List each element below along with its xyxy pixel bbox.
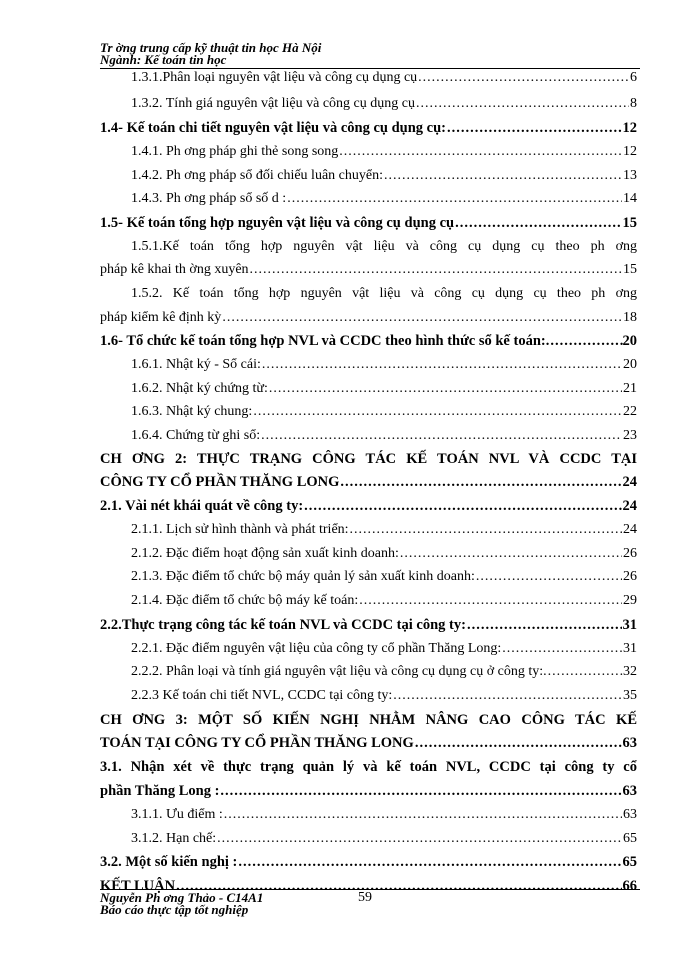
chapter-heading-line1: CH ƠNG 2: THỰC TRẠNG CÔNG TÁC KẾ TOÁN NVL VÀ CCDC TẠI bbox=[100, 451, 637, 467]
toc-entry: 2.2.2. Phân loại và tính giá nguyên vật liệu và công cụ dụng cụ ở công ty: ..... 32 bbox=[100, 664, 637, 686]
chapter-heading-line2: CÔNG TY CỔ PHẦN THĂNG LONG ..... 24 bbox=[100, 474, 637, 496]
chapter-heading-line1: CH ƠNG 3: MỘT SỐ KIẾN NGHỊ NHẰM NÂNG CAO CÔNG TÁC KẾ bbox=[100, 712, 637, 728]
department-name: Ngành: Kế toán tin học bbox=[100, 52, 227, 67]
toc-entry: 1.3.2. Tính giá nguyên vật liệu và công cụ dụng cụ ..... 8 bbox=[100, 96, 637, 118]
toc-section-line1: 3.1. Nhận xét về thực trạng quản lý và kế toán NVL, CCDC tại công ty cổ bbox=[100, 759, 637, 775]
toc-section: 1.5- Kế toán tổng hợp nguyên vật liệu và công cụ dụng cụ ..... 15 bbox=[100, 215, 637, 237]
page-number: 59 bbox=[358, 890, 372, 905]
toc-entry: 3.1.1. Ưu điểm : ..... 63 bbox=[100, 807, 637, 829]
page-header bbox=[100, 42, 640, 69]
toc-entry: 3.1.2. Hạn chế: ..... 65 bbox=[100, 831, 637, 853]
toc-entry: 2.1.4. Đặc điểm tổ chức bộ máy kế toán: ..... 29 bbox=[100, 593, 637, 615]
toc-section: 2.1. Vài nét khái quát về công ty: ..... 24 bbox=[100, 498, 637, 520]
toc-entry: 2.1.3. Đặc điểm tổ chức bộ máy quản lý sản xuất kinh doanh: ..... 26 bbox=[100, 569, 637, 591]
report-title: Báo cáo thực tập tốt nghiệp bbox=[100, 902, 249, 917]
toc-entry: 1.6.2. Nhật ký chứng từ: ..... 21 bbox=[100, 381, 637, 403]
toc-entry: 2.2.3 Kế toán chi tiết NVL, CCDC tại công ty: ..... 35 bbox=[100, 688, 637, 710]
school-name: Tr ờng trung cấp kỹ thuật tin học Hà Nội bbox=[100, 40, 322, 55]
toc-entry: 1.4.2. Ph ơng pháp sổ đối chiếu luân chuyển: ..... 13 bbox=[100, 168, 637, 190]
toc-entry: 1.4.1. Ph ơng pháp ghi thẻ song song ..... 12 bbox=[100, 144, 637, 166]
toc-section-line2: phần Thăng Long : ..... 63 bbox=[100, 783, 637, 805]
toc-entry-line1: 1.5.2. Kế toán tổng hợp nguyên vật liệu và công cụ dụng cụ theo ph ơng bbox=[131, 286, 637, 301]
toc-entry-line2: pháp kiểm kê định kỳ ..... 18 bbox=[100, 310, 637, 332]
toc-entry: 2.1.2. Đặc điểm hoạt động sản xuất kinh doanh: ..... 26 bbox=[100, 546, 637, 568]
toc-section: KẾT LUẬN ..... 66 bbox=[100, 878, 637, 900]
toc-entry: 1.3.1.Phân loại nguyên vật liệu và công cụ dụng cụ ..... 6 bbox=[100, 70, 637, 92]
author-name: Nguyễn Ph ơng Thảo - C14A1 bbox=[100, 890, 264, 905]
toc-entry: 2.1.1. Lịch sử hình thành và phát triển: ..... 24 bbox=[100, 522, 637, 544]
toc-section: 2.2.Thực trạng công tác kế toán NVL và CCDC tại công ty: ..... 31 bbox=[100, 617, 637, 639]
toc-section: 1.6- Tổ chức kế toán tổng hợp NVL và CCDC theo hình thức sổ kế toán: ..... 20 bbox=[100, 333, 637, 355]
toc-entry-line1: 1.5.1.Kế toán tổng hợp nguyên vật liệu và công cụ dụng cụ theo ph ơng bbox=[131, 239, 637, 254]
toc-entry: 1.4.3. Ph ơng pháp sổ số d : ..... 14 bbox=[100, 191, 637, 213]
toc-entry-line2: pháp kê khai th ờng xuyên ..... 15 bbox=[100, 262, 637, 284]
toc-entry: 1.6.3. Nhật ký chung: ..... 22 bbox=[100, 404, 637, 426]
toc-entry: 2.2.1. Đặc điểm nguyên vật liệu của công ty cổ phần Thăng Long: ..... 31 bbox=[100, 641, 637, 663]
toc-entry: 1.6.1. Nhật ký - Sổ cái: ..... 20 bbox=[100, 357, 637, 379]
chapter-heading-line2: TOÁN TẠI CÔNG TY CỔ PHẦN THĂNG LONG ..... 63 bbox=[100, 735, 637, 757]
toc-entry: 1.6.4. Chứng từ ghi sổ: ..... 23 bbox=[100, 428, 637, 450]
toc-section: 1.4- Kế toán chi tiết nguyên vật liệu và công cụ dụng cụ: ..... 12 bbox=[100, 120, 637, 142]
toc-section: 3.2. Một số kiến nghị : ..... 65 bbox=[100, 854, 637, 876]
